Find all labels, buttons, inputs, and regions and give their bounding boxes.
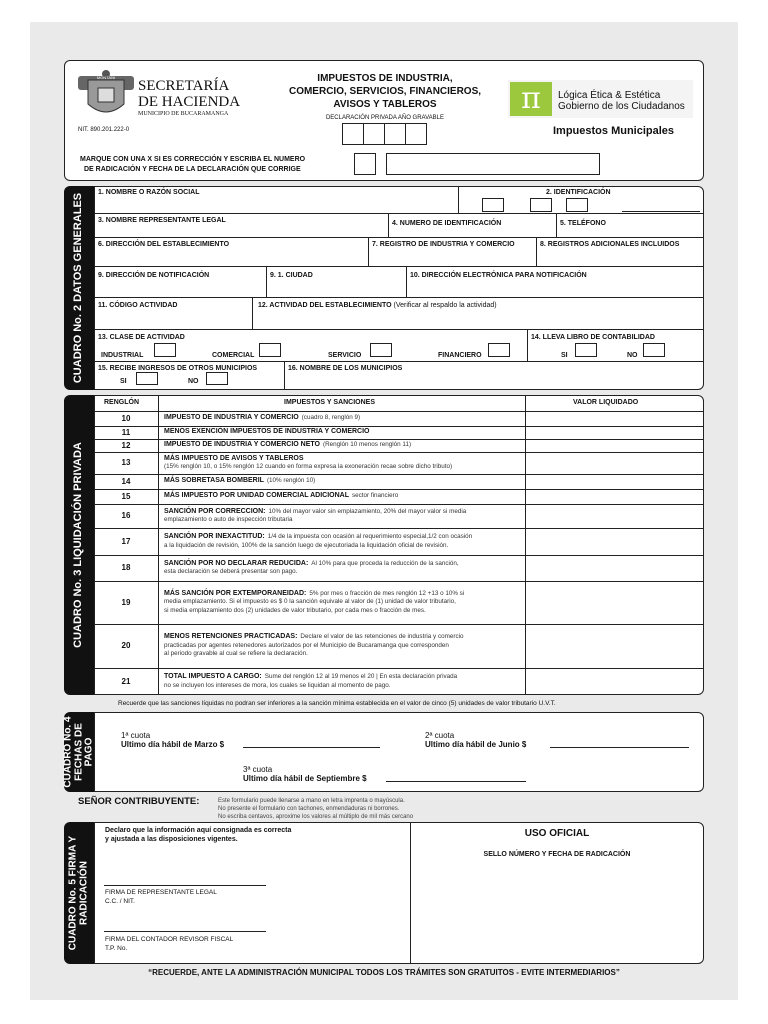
industrial-checkbox[interactable] [154,343,176,357]
field-1-label: 1. NOMBRE O RAZÓN SOCIAL [98,189,200,196]
row-number: 11 [121,427,131,437]
col-valor-header: VALOR LIQUIDADO [573,399,639,406]
row-description: MENOS RETENCIONES PRACTICADAS: Declare el valor de las retenciones de industria y comercio [164,633,464,641]
libro-no-checkbox[interactable] [643,343,665,357]
row-number: 12 [121,440,131,450]
row-description: MÁS SANCIÓN POR EXTEMPORANEIDAD: 5% por mes o fracción de mes renglón 12 +13 o 10% si [164,589,465,597]
representative-signature-line[interactable] [104,876,266,886]
cuadro-5-sidebar: CUADRO No. 5 FIRMA Y RADICACIÓN [64,822,94,964]
row-value-field[interactable] [527,582,703,623]
row-detail: emplazamiento o auto de inspección tributaria [164,516,293,523]
brand-line-2: Gobierno de los Ciudadanos [558,101,685,112]
seal-text: MONTANI [96,75,116,80]
logo-line-2: DE HACIENDA [138,94,241,110]
row-value-field[interactable] [527,490,703,503]
nit-label: NIT. 890.201.222-0 [78,127,130,133]
id-type-other[interactable] [566,198,588,212]
col-impuestos-header: IMPUESTOS Y SANCIONES [284,399,376,406]
sanction-note: Recuerde que las sanciones líquidas no podran ser inferiores a la sanción mínima establecida en el valor de cinco (5) unidades de valor tributario U.V.T. [118,700,556,707]
row-number: 18 [121,563,131,572]
row-value-field[interactable] [527,440,703,451]
row-description: TOTAL IMPUESTO A CARGO: Sume del renglón 12 al 19 menos el 20 | En esta declaración privada [164,673,458,680]
field-10-label: 10. DIRECCIÓN ELECTRÓNICA PARA NOTIFICACIÓN [410,272,587,279]
field-9-label: 9. DIRECCIÓN DE NOTIFICACIÓN [98,272,210,279]
cuota-3-date: Ultimo día hábil de Septiembre $ [243,774,367,783]
logo-subtitle: MUNICIPIO DE BUCARAMANGA [138,111,229,117]
row-number: 20 [121,641,131,650]
field-15-label: 15. RECIBE INGRESOS DE OTROS MUNICIPIOS [98,365,258,372]
sello-label: SELLO NÚMERO Y FECHA DE RADICACIÓN [483,851,631,858]
field-8-label: 8. REGISTROS ADICIONALES INCLUIDOS [540,241,680,248]
brand-title: Impuestos Municipales [553,125,675,137]
row-number: 15 [121,491,131,501]
field-7-label: 7. REGISTRO DE INDUSTRIA Y COMERCIO [372,241,515,248]
cuota-1-amount[interactable] [243,739,380,748]
year-digit-2[interactable] [363,123,385,145]
row-value-field[interactable] [527,529,703,554]
row-value-field[interactable] [527,412,703,425]
id-type-nit[interactable] [530,198,552,212]
row-detail: media emplazamiento. Si el impuesto es $ 0 la sanción equivale al valor de (1) unidad de valor tributario, [164,598,456,606]
row-value-field[interactable] [527,427,703,438]
cc-nit-label: C.C. / NIT. [105,898,135,905]
row-description: SANCIÓN POR CORRECCION: 10% del mayor valor sin emplazamiento, 20% del mayor valor si media [164,507,467,515]
field-14-label: 14. LLEVA LIBRO DE CONTABILIDAD [531,334,655,341]
field-2-label: 2. IDENTIFICACIÓN [546,189,611,196]
cuota-1-title: 1ª cuota [121,731,151,740]
radication-field[interactable] [386,153,600,175]
row-description: SANCIÓN POR NO DECLARAR REDUCIDA: Al 10% para que proceda la reducción de la sanción, [164,559,459,567]
field-4-label: 4. NUMERO DE IDENTIFICACIÓN [392,220,502,227]
row-description: IMPUESTO DE INDUSTRIA Y COMERCIO (cuadro 8, renglón 9) [164,414,361,422]
coat-of-arms-logo [76,68,136,122]
cuadro-2-sidebar: CUADRO No. 2 DATOS GENERALES [64,186,94,390]
row-number: 17 [121,536,131,546]
otros-si-checkbox[interactable] [136,372,158,385]
field-6-label: 6. DIRECCIÓN DEL ESTABLECIMIENTO [98,241,230,248]
cuota-3-amount[interactable] [386,773,526,782]
financiero-label: FINANCIERO [438,352,482,359]
declaration-line-2: y ajustada a las disposiciones vigentes. [105,836,238,843]
declaration-line-1: Declaro que la información aquí consignada es correcta [105,827,292,834]
form-title-1: IMPUESTOS DE INDUSTRIA, [317,73,453,84]
mark-instruction-1: MARQUE CON UNA X SI ES CORRECCIÓN Y ESCRIBA EL NUMERO [80,156,306,163]
servicio-checkbox[interactable] [370,343,392,357]
financiero-checkbox[interactable] [488,343,510,357]
row-description: MÁS IMPUESTO POR UNIDAD COMERCIAL ADICIONAL sector financiero [164,492,399,500]
row-detail: no se incluyen los intereses de mora, los cuales se liquidan al momento de pago. [164,681,391,689]
cuota-3-title: 3ª cuota [243,765,273,774]
row-number: 10 [121,413,131,423]
brand-badge [508,80,693,118]
cuota-2-title: 2ª cuota [425,731,455,740]
contribuyente-note-2: No presente el formulario con tachones, enmendaduras ni borrones. [218,806,400,812]
servicio-label: SERVICIO [328,352,362,359]
correction-checkbox[interactable] [354,153,376,175]
libro-si-label: SI [561,352,568,359]
row-description: MENOS EXENCIÓN IMPUESTOS DE INDUSTRIA Y COMERCIO [164,428,370,436]
row-value-field[interactable] [527,669,703,694]
year-digit-1[interactable] [342,123,364,145]
field-16-label: 16. NOMBRE DE LOS MUNICIPIOS [288,365,403,372]
field-13-label: 13. CLASE DE ACTIVIDAD [98,334,185,341]
industrial-label: INDUSTRIAL [101,352,144,359]
accountant-signature-line[interactable] [104,922,266,932]
row-detail: practicadas por agentes retenedores autorizados por el Municipio de Bucaramanga que corresponden [164,641,449,649]
accountant-signature-label: FIRMA DEL CONTADOR REVISOR FISCAL [105,936,234,943]
row-detail: esta declaración se deberá presentar son pago. [164,568,298,575]
row-value-field[interactable] [527,505,703,527]
row-number: 14 [121,476,131,486]
otros-si-label: SI [120,378,127,385]
row-number: 16 [121,511,131,520]
logo-line-1: SECRETARÍA [138,78,230,94]
year-label: DECLARACIÓN PRIVADA AÑO GRAVABLE [325,115,445,121]
row-description: IMPUESTO DE INDUSTRIA Y COMERCIO NETO (Renglón 10 menos renglón 11) [164,441,412,449]
comercial-label: COMERCIAL [212,352,255,359]
libro-si-checkbox[interactable] [575,343,597,357]
otros-no-checkbox[interactable] [206,372,228,385]
col-renglon-header: RENGLÓN [104,399,139,406]
row-description: MÁS IMPUESTO DE AVISOS Y TABLEROS [164,454,304,462]
year-digit-3[interactable] [384,123,406,145]
row-value-field[interactable] [527,453,703,473]
row-detail: (15% renglón 10, o 15% renglón 12 cuando en forma expresa la exoneración recae sobre dicho tributo) [164,463,453,470]
contribuyente-note-3: No escriba centavos, aproxime los valores al múltiplo de mil más cercano [218,814,414,820]
contribuyente-title: SEÑOR CONTRIBUYENTE: [78,796,200,807]
identification-number-line[interactable] [622,200,700,212]
mark-instruction-2: DE RADICACIÓN Y FECHA DE LA DECLARACIÓN QUE CORRIGE [84,166,301,173]
field-11-label: 11. CÓDIGO ACTIVIDAD [98,302,178,309]
cuadro-4-sidebar: CUADRO No. 4 FECHAS DE PAGO [64,712,94,792]
id-type-cc[interactable] [482,198,504,212]
row-value-field[interactable] [527,625,703,667]
row-number: 13 [121,458,131,467]
comercial-checkbox[interactable] [259,343,281,357]
contribuyente-note-1: Este formulario puede llenarse a mano en letra imprenta o mayúscula. [218,798,405,804]
row-number: 19 [121,597,131,607]
cuota-1-date: Ultimo día hábil de Marzo $ [121,740,225,749]
form-title-2: COMERCIO, SERVICIOS, FINANCIEROS, [288,86,482,97]
otros-no-label: NO [188,378,199,385]
cuadro-3-sidebar: CUADRO No. 3 LIQUIDACIÓN PRIVADA [64,395,94,695]
uso-oficial-title: USO OFICIAL [524,828,590,839]
tp-label: T.P. No. [105,945,128,952]
footer-reminder: “RECUERDE, ANTE LA ADMINISTRACIÓN MUNICIPAL TODOS LOS TRÁMITES SON GRATUITOS - EVITE INTERMEDIARIOS” [148,968,620,977]
field-12-label: 12. ACTIVIDAD DEL ESTABLECIMIENTO (Verificar al respaldo la actividad) [258,302,497,309]
field-5-label: 5. TELÉFONO [560,220,606,227]
libro-no-label: NO [627,352,638,359]
row-value-field[interactable] [527,556,703,580]
row-description: SANCIÓN POR INEXACTITUD: 1/4 de la impuesta con ocasión al requerimiento especial,1/2 con ocasión [164,533,473,540]
cuota-2-amount[interactable] [550,739,689,748]
row-detail: a la liquidación de revisión, 100% de la sanción luego de ejecutoriada la liquidación oficial de revisión. [164,541,449,549]
cuota-2-date: Ultimo día hábil de Junio $ [425,740,527,749]
representative-signature-label: FIRMA DE REPRESENTANTE LEGAL [105,889,217,896]
pi-logo-icon: π [510,82,552,116]
brand-line-1: Lógica Ética & Estética [558,90,661,101]
row-description: MÁS SOBRETASA BOMBERIL (10% renglón 10) [164,477,316,485]
row-number: 21 [121,676,131,686]
field-3-label: 3. NOMBRE REPRESENTANTE LEGAL [98,217,226,224]
year-digit-4[interactable] [405,123,427,145]
row-value-field[interactable] [527,475,703,488]
row-detail: al periodo gravable al cual se refiere la declaración. [164,650,308,658]
form-title-3: AVISOS Y TABLEROS [333,99,437,110]
field-9-1-label: 9. 1. CIUDAD [270,272,313,279]
row-detail: si media emplazamiento dos (2) unidades de valor tributario, por cada mes o fracción de mes. [164,606,426,614]
